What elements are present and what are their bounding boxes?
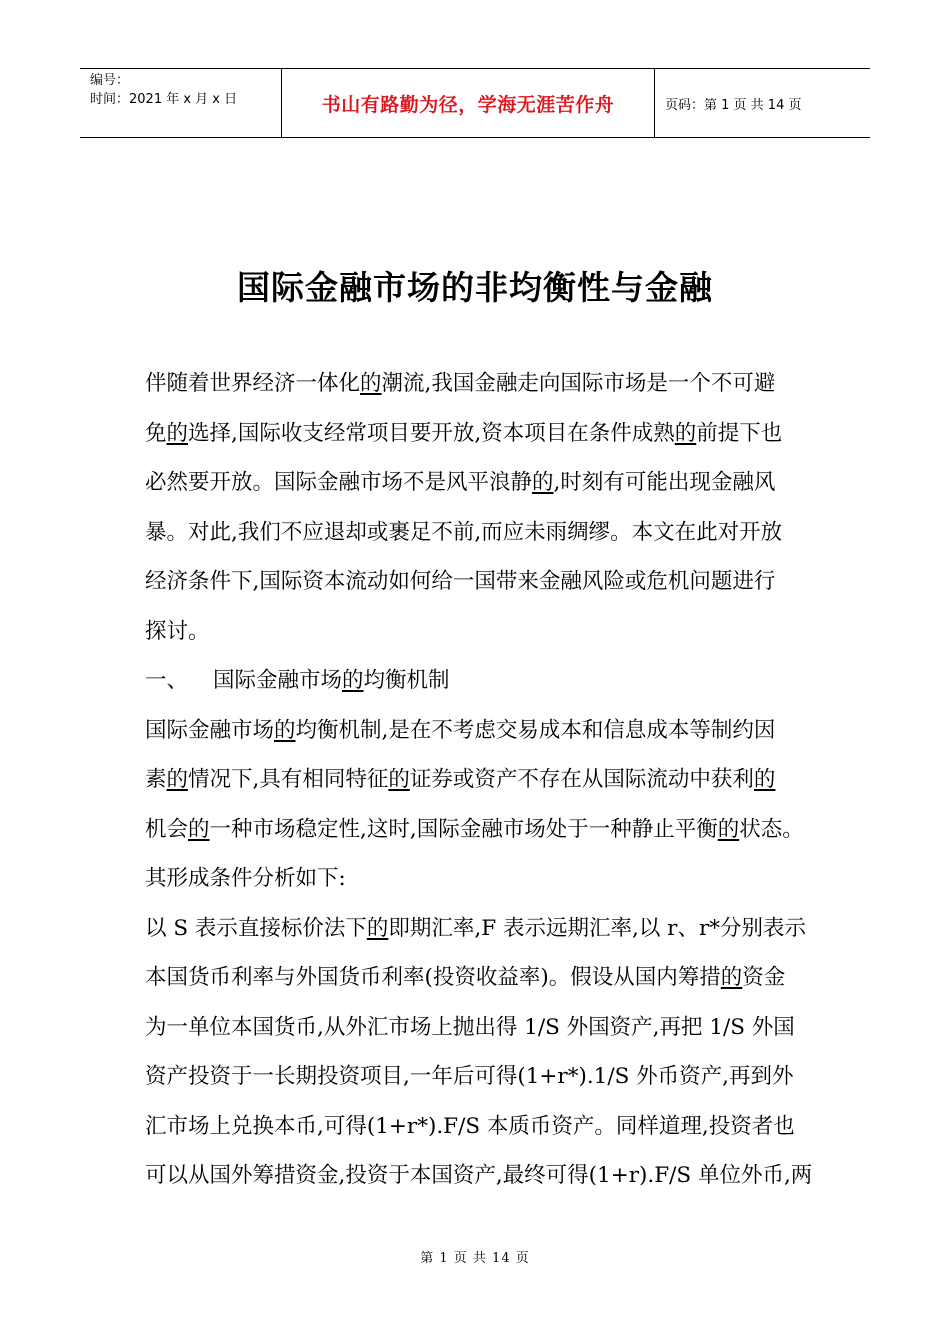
underlined-text: 的 — [753, 767, 776, 792]
motto: 书山有路勤为径，学海无涯苦作舟 — [282, 69, 655, 137]
text-segment: 状态。 — [739, 816, 804, 842]
text-segment: 机会 — [145, 816, 189, 842]
body-line — [145, 861, 825, 911]
text-segment: 汇市场上兑换本币,可得(1+r*).F/S 本质币资产。同样道理,投资者也 — [145, 1113, 795, 1139]
body-line — [145, 465, 825, 515]
text-segment: 均衡机制,是在不考虑交易成本和信息成本等制约因 — [295, 717, 776, 743]
body-line — [145, 911, 825, 961]
document-title: 国际金融市场的非均衡性与金融 — [237, 268, 713, 307]
body-text — [145, 366, 825, 1208]
text-segment: 伴随着世界经济一体化 — [145, 371, 361, 396]
text-segment: 素 — [145, 767, 167, 792]
body-line — [145, 762, 825, 812]
text-segment: 前提下也 — [696, 420, 783, 446]
body-line — [145, 366, 825, 416]
text-segment: 一种市场稳定性,这时,国际金融市场处于一种静止平衡 — [209, 816, 718, 842]
underlined-text: 的 — [388, 767, 410, 792]
text-segment: 资金 — [742, 965, 786, 990]
text-segment: 暴。对此,我们不应退却或裹足不前,而应未雨绸缪。本文在此对开放 — [145, 519, 783, 545]
text-segment: 资产投资于一长期投资项目,一年后可得(1+r*).1/S 外币资产,再到外 — [145, 1064, 794, 1089]
underlined-text: 的 — [188, 816, 210, 842]
text-segment: 本国货币利率与外国货币利率(投资收益率)。假设从国内筹措 — [145, 965, 721, 990]
body-line — [145, 564, 825, 614]
body-line — [145, 1109, 825, 1159]
text-segment: 免 — [145, 420, 167, 446]
page-info: 页码：第 1 页 共 14 页 — [665, 97, 802, 113]
body-line — [145, 960, 825, 1010]
text-segment: 可以从国外筹措资金,投资于本国资产,最终可得(1+r).F/S 单位外币,两 — [145, 1163, 813, 1188]
header-table — [80, 68, 870, 138]
text-segment: 探讨。 — [145, 618, 210, 644]
underlined-text: 的 — [342, 668, 364, 693]
text-segment: 为一单位本国货币,从外汇市场上抛出得 1/S 外国资产,再把 1/S 外国 — [145, 1014, 795, 1040]
number-label: 编号： — [90, 73, 130, 88]
underlined-text: 的 — [720, 965, 743, 990]
body-line — [145, 713, 825, 763]
text-segment: 其形成条件分析如下: — [145, 866, 346, 891]
body-line — [145, 416, 825, 466]
text-segment: 潮流,我国金融走向国际市场是一个不可避 — [381, 371, 776, 396]
text-segment: 即期汇率,F 表示远期汇率,以 r、r*分别表示 — [388, 915, 806, 941]
text-segment: 一、 — [145, 668, 189, 693]
header-left-cell — [80, 69, 282, 137]
text-segment: 国际金融市场 — [213, 668, 343, 693]
underlined-text: 的 — [532, 470, 554, 495]
text-segment: 经济条件下,国际资本流动如何给一国带来金融风险或危机问题进行 — [145, 569, 776, 594]
time-label: 时间：2021 年 x 月 x 日 — [90, 92, 238, 107]
underlined-text: 的 — [674, 420, 697, 446]
text-segment: ,时刻有可能出现金融风 — [553, 470, 776, 495]
body-line — [145, 663, 825, 713]
body-line — [145, 1010, 825, 1060]
underlined-text: 的 — [360, 371, 382, 396]
body-line — [145, 515, 825, 565]
text-segment: 情况下,具有相同特征 — [188, 767, 389, 792]
text-segment: 选择,国际收支经常项目要开放,资本项目在条件成熟 — [188, 420, 675, 446]
underlined-text: 的 — [166, 767, 189, 792]
page-footer: 第 1 页 共 14 页 — [420, 1251, 530, 1266]
body-line — [145, 1158, 825, 1208]
underlined-text: 的 — [366, 915, 389, 941]
text-segment: 必然要开放。国际金融市场不是风平浪静 — [145, 470, 533, 495]
body-line — [145, 614, 825, 664]
text-segment: 证券或资产不存在从国际流动中获利 — [409, 767, 754, 792]
body-line — [145, 812, 825, 862]
text-segment: 均衡机制 — [363, 668, 450, 693]
underlined-text: 的 — [166, 420, 189, 446]
text-segment: 以 S 表示直接标价法下 — [145, 915, 367, 941]
underlined-text: 的 — [717, 816, 740, 842]
body-line — [145, 1059, 825, 1109]
underlined-text: 的 — [274, 717, 296, 743]
text-segment: 国际金融市场 — [145, 717, 275, 743]
